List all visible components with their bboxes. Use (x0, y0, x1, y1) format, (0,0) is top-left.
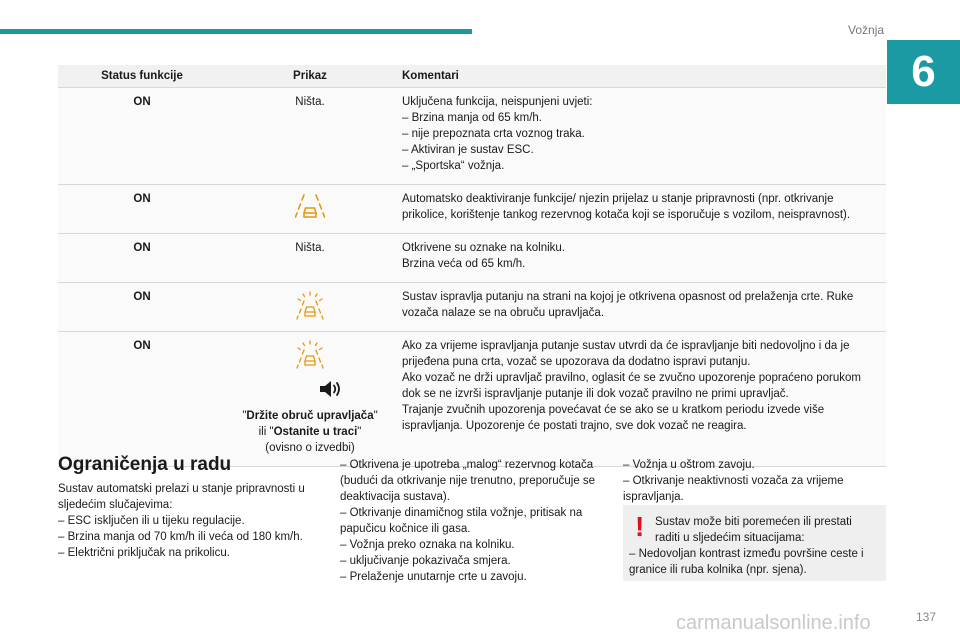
lane-keep-active-icon (295, 291, 325, 321)
status-cell: ON (58, 234, 226, 283)
comment-line: – „Sportska“ vožnja. (402, 160, 505, 172)
limits-column-2 (340, 457, 604, 585)
lane-keep-warning-icon (295, 193, 325, 221)
message-hold-wheel: Držite obruč upravljača (246, 410, 374, 422)
status-cell: ON (58, 185, 226, 234)
comment-line: – Aktiviran je sustav ESC. (402, 144, 534, 156)
comment-line: Brzina veća od 65 km/h. (402, 258, 526, 270)
section-title: Vožnja (848, 23, 885, 37)
display-cell (226, 332, 394, 467)
comment-line: Ako za vrijeme ispravljanja putanje sustav utvrdi da će ispravljanje biti nedovoljno i da je prijeđena puna crta, vozač se upozorava da dodatno ispravi putanju. (402, 340, 850, 368)
text-line: Sustav automatski prelazi u stanje pripravnosti u sljedećim slučajevima: (58, 483, 305, 511)
watermark: carmanualsonline.info (676, 612, 871, 634)
comment-cell (394, 332, 886, 467)
comment-line: Sustav ispravlja putanju na strani na kojoj je otkrivena opasnost od prelaženja crte. Ruke vozača nalaze se na obruču upravljača. (402, 291, 854, 319)
warning-icon: ! (635, 511, 645, 542)
comment-line: Ako vozač ne drži upravljač pravilno, oglasit će se zvučno upozorenje popraćeno porukom dok se ne izvrši ispravljanje putanje ili dok vozač pravilno ne primi upravljač. (402, 372, 861, 400)
list-item: – Otkrivena je upotreba „malog“ rezervnog kotača (budući da otkrivanje nije trenutno, preporučuje se deaktivacija sustava). (340, 459, 596, 503)
comment-line: Trajanje zvučnih upozorenja povećavat će se ako se u kratkom periodu izvede više ispravljanja. Upozorenje će postati trajno, sve dok vozač ne reagira. (402, 404, 825, 432)
list-item: – Prelaženje unutarnje crte u zavoju. (340, 571, 527, 583)
limits-column-3 (623, 457, 887, 505)
lane-keep-active-icon (295, 340, 325, 370)
warning-box (623, 505, 886, 581)
comment-line: – nije prepoznata crta voznog traka. (402, 128, 585, 140)
comment-line: Automatsko deaktiviranje funkcije/ njezin prijelaz u stanje pripravnosti (npr. otkrivanje prikolice, korištenje tankog rezervnog kotača koji se isporučuje s vozilom, neispravnost). (402, 193, 851, 221)
comment-line: Uključena funkcija, neispunjeni uvjeti: (402, 96, 593, 108)
comment-cell (394, 88, 886, 185)
chapter-number-tab: 6 (887, 40, 960, 104)
display-cell: Ništa. (226, 234, 394, 283)
column-header-display: Prikaz (226, 65, 394, 88)
table-row (58, 88, 886, 185)
display-note: "Držite obruč upravljača" ili "Ostanite u traci" (ovisno o izvedbi) (242, 410, 378, 454)
page-number: 137 (915, 610, 936, 624)
list-item: – Električni priključak na prikolicu. (58, 547, 230, 559)
status-cell: ON (58, 88, 226, 185)
status-cell: ON (58, 332, 226, 467)
display-cell (226, 185, 394, 234)
table-row (58, 185, 886, 234)
table-row (58, 283, 886, 332)
comment-cell (394, 185, 886, 234)
table-row (58, 234, 886, 283)
warning-item: – Nedovoljan kontrast između površine ceste i granice ili ruba kolnika (npr. sjena). (629, 548, 864, 576)
display-cell (226, 283, 394, 332)
table-header-row (58, 65, 886, 88)
speaker-icon (318, 378, 344, 400)
header-accent-bar (0, 29, 472, 34)
status-table (58, 65, 886, 467)
limits-column-1 (58, 481, 322, 561)
limits-heading: Ograničenja u radu (58, 454, 232, 475)
list-item: – Brzina manja od 70 km/h ili veća od 180 km/h. (58, 531, 303, 543)
display-cell: Ništa. (226, 88, 394, 185)
column-header-comments: Komentari (394, 65, 886, 88)
comment-cell (394, 283, 886, 332)
list-item: – Vožnja u oštrom zavoju. (623, 459, 755, 471)
warning-text: Sustav može biti poremećen ili prestati raditi u sljedećim situacijama: (655, 516, 852, 544)
comment-line: Otkrivene su oznake na kolniku. (402, 242, 566, 254)
list-item: – Otkrivanje dinamičnog stila vožnje, pritisak na papučicu kočnice ili gasa. (340, 507, 583, 535)
list-item: – ESC isključen ili u tijeku regulacije. (58, 515, 245, 527)
list-item: – Vožnja preko oznaka na kolniku. (340, 539, 515, 551)
table-row (58, 332, 886, 467)
list-item: – Otkrivanje neaktivnosti vozača za vrijeme ispravljanja. (623, 475, 844, 503)
message-stay-in-lane: Ostanite u traci (273, 426, 358, 438)
status-cell: ON (58, 283, 226, 332)
list-item: – uključivanje pokazivača smjera. (340, 555, 511, 567)
column-header-status: Status funkcije (58, 65, 226, 88)
comment-line: – Brzina manja od 65 km/h. (402, 112, 542, 124)
comment-cell (394, 234, 886, 283)
